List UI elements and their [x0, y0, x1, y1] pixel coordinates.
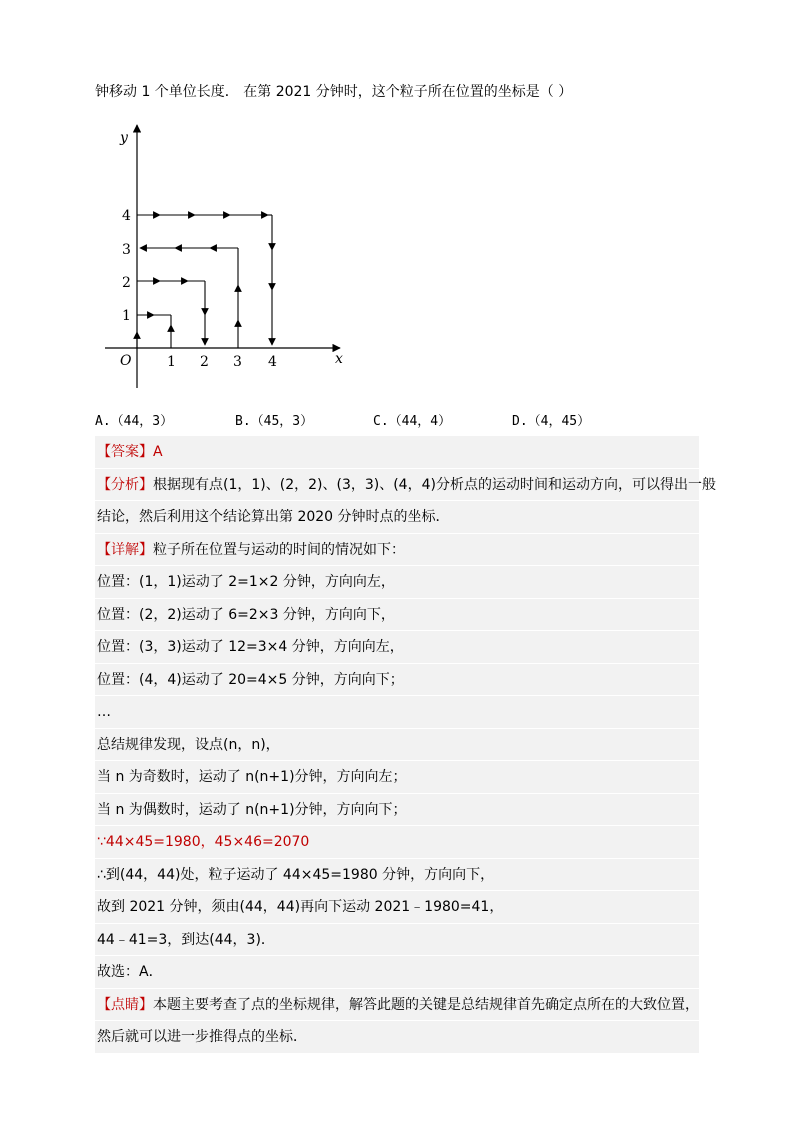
coordinate-figure — [100, 120, 360, 400]
motion-path — [137, 215, 272, 348]
comment-line-1 — [95, 989, 699, 1022]
analysis-line-1 — [95, 469, 716, 502]
detail-tag: 【详解】 — [97, 541, 153, 558]
x-tick-2: 2 — [200, 354, 209, 370]
x-axis-label: x — [335, 351, 343, 367]
y-tick-1: 1 — [122, 308, 131, 324]
position-line-4: 位置：(4，4)运动了 20=4×5 分钟，方向向下； — [95, 664, 699, 697]
choice-b[interactable]: B.（45，3） — [235, 414, 314, 429]
position-line-1: 位置：(1，1)运动了 2=1×2 分钟，方向向左， — [95, 566, 699, 599]
answer-value: A — [153, 444, 163, 460]
answer-tag: 【答案】 — [97, 444, 153, 460]
calc-line-2: ∴到(44，44)处，粒子运动了 44×45=1980 分钟，方向向下， — [95, 859, 699, 892]
x-tick-4: 4 — [268, 354, 277, 370]
ellipsis-line: … — [95, 696, 699, 729]
rule-line-1: 总结规律发现，设点(n，n)， — [95, 729, 699, 762]
calc-line-4: 44﹣41=3，到达(44，3)． — [95, 924, 699, 957]
analysis-text-1: 根据现有点(1，1)、(2，2)、(3，3)、(4，4)分析点的运动时间和运动方向，可以得出一般 — [153, 476, 716, 493]
detail-line — [95, 534, 699, 567]
x-tick-3: 3 — [233, 354, 242, 370]
choose-line: 故选：A． — [95, 956, 699, 989]
comment-line-2: 然后就可以进一步推得点的坐标． — [95, 1021, 699, 1054]
question-text: 钟移动 1 个单位长度． 在第 2021 分钟时，这个粒子所在位置的坐标是（ ） — [95, 84, 573, 100]
x-tick-1: 1 — [167, 354, 176, 370]
position-line-2: 位置：(2，2)运动了 6=2×3 分钟，方向向下， — [95, 599, 699, 632]
analysis-tag: 【分析】 — [97, 476, 153, 493]
y-tick-2: 2 — [122, 275, 131, 291]
y-axis-label: y — [120, 130, 128, 146]
calc-line-1: ∵44×45=1980，45×46=2070 — [95, 826, 699, 859]
solution-block — [95, 436, 716, 1054]
rule-line-3: 当 n 为偶数时，运动了 n(n+1)分钟，方向向下； — [95, 794, 699, 827]
y-tick-4: 4 — [122, 208, 131, 224]
position-line-3: 位置：(3，3)运动了 12=3×4 分钟，方向向左， — [95, 631, 699, 664]
analysis-line-2: 结论，然后利用这个结论算出第 2020 分钟时点的坐标． — [95, 501, 699, 534]
origin-label: O — [120, 353, 132, 369]
detail-intro: 粒子所在位置与运动的时间的情况如下： — [153, 541, 405, 558]
choice-c[interactable]: C.（44，4） — [373, 414, 452, 429]
choice-a[interactable]: A.（44，3） — [95, 414, 174, 429]
answer-line — [95, 436, 699, 469]
rule-line-2: 当 n 为奇数时，运动了 n(n+1)分钟，方向向左； — [95, 761, 699, 794]
comment-tag: 【点睛】 — [97, 996, 153, 1013]
comment-text-1: 本题主要考查了点的坐标规律，解答此题的关键是总结规律首先确定点所在的大致位置， — [153, 996, 699, 1013]
choice-d[interactable]: D.（4，45） — [512, 414, 591, 429]
y-tick-3: 3 — [122, 242, 131, 258]
calc-line-3: 故到 2021 分钟，须由(44，44)再向下运动 2021﹣1980=41， — [95, 891, 699, 924]
